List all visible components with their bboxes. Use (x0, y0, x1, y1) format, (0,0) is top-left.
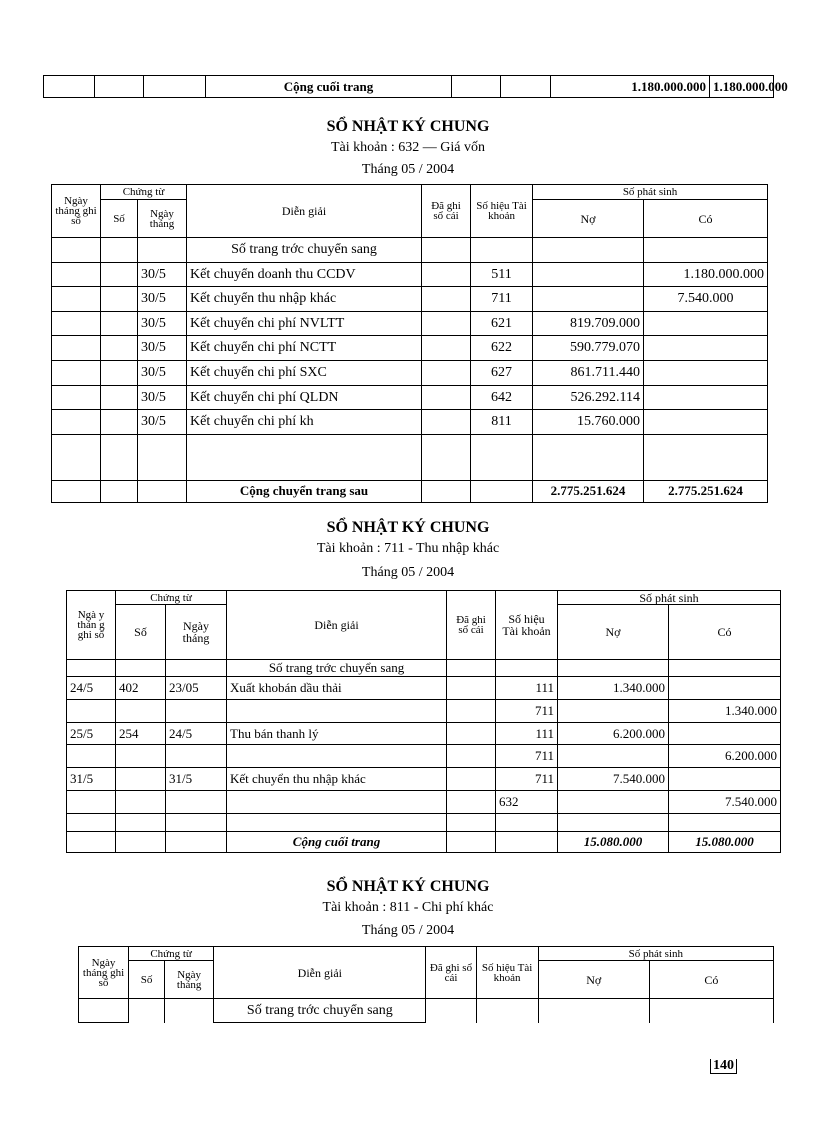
row-credit: 7.540.000 (669, 790, 781, 813)
table-row (67, 790, 781, 813)
header-posted: Đã ghi sổ cái (447, 591, 496, 660)
row-debit: 15.760.000 (533, 410, 644, 435)
row-date: 30/5 (138, 287, 187, 312)
table-row (52, 385, 768, 410)
header-description: Diễn giải (214, 947, 426, 999)
row-description: Kết chuyển doanh thu CCDV (187, 262, 422, 287)
journal2-month: Tháng 05 / 2004 (361, 565, 455, 580)
row-date: 25/5 (67, 722, 116, 745)
journal3-table (78, 946, 774, 1023)
header-posted: Đã ghi sổ cái (426, 947, 476, 999)
header-voucher-no: Số (101, 200, 138, 238)
row-voucher-no (116, 745, 166, 768)
header-amount: Số phát sinh (533, 185, 768, 200)
row-credit (669, 677, 781, 700)
row-account: 632 (496, 790, 558, 813)
journal1-total-row (52, 480, 768, 502)
header-posted: Đã ghi sổ cái (422, 185, 471, 238)
header-debit: Nợ (538, 961, 649, 999)
row-description: Kết chuyển thu nhập khác (187, 287, 422, 312)
cell (95, 76, 144, 98)
row-voucher-date: 31/5 (166, 768, 227, 791)
row-account: 642 (471, 385, 533, 410)
row-debit: 7.540.000 (558, 768, 669, 791)
row-description: Xuất khobán dầu thải (227, 677, 447, 700)
header-account-no: Số hiệu Tài khoản (496, 591, 558, 660)
row-account: 111 (496, 722, 558, 745)
journal2-total-row (67, 831, 781, 852)
journal2-account: Tài khoản : 711 - Thu nhập khác (316, 541, 500, 556)
cell (144, 76, 206, 98)
row-credit: 6.200.000 (669, 745, 781, 768)
row-voucher-date (166, 790, 227, 813)
cell (471, 238, 533, 263)
row-date (67, 790, 116, 813)
table-row (52, 287, 768, 312)
journal1-title: SỔ NHẬT KÝ CHUNG (326, 118, 490, 135)
journal2-carried-in: Số trang trớc chuyển sang (227, 660, 447, 677)
row-account: 621 (471, 311, 533, 336)
header-voucher-no: Số (129, 961, 165, 999)
header-date-recorded: Ngày tháng ghi sổ (52, 185, 101, 238)
header-debit: Nợ (558, 605, 669, 660)
header-debit: Nợ (533, 200, 644, 238)
header-amount: Số phát sinh (558, 591, 781, 605)
row-account: 811 (471, 410, 533, 435)
row-debit: 1.340.000 (558, 677, 669, 700)
top-total-table (43, 75, 788, 98)
table-row (67, 699, 781, 722)
journal2-total-credit: 15.080.000 (669, 831, 781, 852)
row-voucher-date: 23/05 (166, 677, 227, 700)
row-voucher-no (116, 790, 166, 813)
cell (44, 76, 95, 98)
table-row (67, 722, 781, 745)
header-voucher-date: Ngày tháng (138, 200, 187, 238)
row-date: 31/5 (67, 768, 116, 791)
journal1-month: Tháng 05 / 2004 (361, 162, 455, 177)
cell (533, 238, 644, 263)
journal1-carried-in: Số trang trớc chuyển sang (187, 238, 422, 263)
row-voucher-no (116, 699, 166, 722)
row-description (227, 790, 447, 813)
row-date: 30/5 (138, 410, 187, 435)
row-account: 622 (471, 336, 533, 361)
row-description: Thu bán thanh lý (227, 722, 447, 745)
journal1-total-debit: 2.775.251.624 (533, 480, 644, 502)
row-description: Kết chuyển thu nhập khác (227, 768, 447, 791)
row-date: 24/5 (67, 677, 116, 700)
cell (644, 238, 768, 263)
row-date: 30/5 (138, 311, 187, 336)
header-voucher: Chứng từ (129, 947, 214, 961)
row-account: 111 (496, 677, 558, 700)
table-row (52, 410, 768, 435)
row-debit (533, 287, 644, 312)
row-credit (644, 385, 768, 410)
row-voucher-no: 402 (116, 677, 166, 700)
table-row (52, 360, 768, 385)
row-credit: 1.180.000.000 (644, 262, 768, 287)
table-row (67, 677, 781, 700)
row-description (227, 699, 447, 722)
table-row (52, 336, 768, 361)
row-account: 711 (496, 699, 558, 722)
row-debit: 526.292.114 (533, 385, 644, 410)
cell (138, 238, 187, 263)
header-voucher: Chứng từ (116, 591, 227, 605)
top-total-label: Cộng cuối trang (206, 76, 452, 98)
row-voucher-date: 24/5 (166, 722, 227, 745)
row-description: Kết chuyển chi phí QLDN (187, 385, 422, 410)
header-voucher-date: Ngày tháng (165, 961, 214, 999)
row-credit (644, 360, 768, 385)
header-credit: Có (669, 605, 781, 660)
row-debit: 6.200.000 (558, 722, 669, 745)
header-amount: Số phát sinh (538, 947, 773, 961)
header-account-no: Số hiệu Tài khoản (471, 185, 533, 238)
row-credit: 1.340.000 (669, 699, 781, 722)
row-description: Kết chuyển chi phí SXC (187, 360, 422, 385)
row-account: 711 (496, 745, 558, 768)
row-date: 30/5 (138, 385, 187, 410)
row-date: 30/5 (138, 336, 187, 361)
header-credit: Có (649, 961, 773, 999)
row-date (67, 745, 116, 768)
journal1-total-credit: 2.775.251.624 (644, 480, 768, 502)
header-date-recorded: Ngà y thán g ghi sổ (67, 591, 116, 660)
row-account: 511 (471, 262, 533, 287)
row-description: Kết chuyển chi phí NVLTT (187, 311, 422, 336)
journal2-total-debit: 15.080.000 (558, 831, 669, 852)
header-voucher: Chứng từ (101, 185, 187, 200)
journal3-carried-in: Số trang trớc chuyển sang (214, 999, 426, 1023)
row-account: 711 (471, 287, 533, 312)
cell (52, 238, 101, 263)
journal2-total-label: Cộng cuối trang (227, 831, 447, 852)
cell (101, 238, 138, 263)
journal1-account: Tài khoản : 632 — Giá vốn (331, 140, 485, 155)
row-debit: 590.779.070 (533, 336, 644, 361)
row-description: Kết chuyển chi phí kh (187, 410, 422, 435)
row-credit (669, 722, 781, 745)
journal2-title: SỔ NHẬT KÝ CHUNG (326, 519, 490, 536)
row-credit: 7.540.000 (644, 287, 768, 312)
row-credit (644, 410, 768, 435)
row-description (227, 745, 447, 768)
row-debit: 819.709.000 (533, 311, 644, 336)
journal1-total-label: Cộng chuyển trang sau (187, 480, 422, 502)
cell (501, 76, 551, 98)
row-credit (644, 311, 768, 336)
top-total-credit: 1.180.000.000 (710, 76, 774, 98)
header-date-recorded: Ngày tháng ghi sổ (79, 947, 129, 999)
header-description: Diễn giải (227, 591, 447, 660)
table-row (67, 768, 781, 791)
header-voucher-no: Số (116, 605, 166, 660)
row-date: 30/5 (138, 262, 187, 287)
journal3-month: Tháng 05 / 2004 (361, 923, 455, 938)
table-row (67, 745, 781, 768)
row-description: Kết chuyển chi phí NCTT (187, 336, 422, 361)
cell (452, 76, 501, 98)
header-account-no: Số hiệu Tài khoản (476, 947, 538, 999)
journal2-table (66, 590, 781, 853)
header-credit: Có (644, 200, 768, 238)
table-row (52, 262, 768, 287)
header-voucher-date: Ngày tháng (166, 605, 227, 660)
top-total-debit: 1.180.000.000 (551, 76, 710, 98)
row-voucher-no (116, 768, 166, 791)
header-description: Diễn giải (187, 185, 422, 238)
row-account: 627 (471, 360, 533, 385)
page-number: 140 (710, 1059, 737, 1074)
row-debit (558, 699, 669, 722)
table-row (52, 311, 768, 336)
journal1-table (51, 184, 768, 503)
row-voucher-date (166, 745, 227, 768)
row-debit (533, 262, 644, 287)
row-voucher-date (166, 699, 227, 722)
cell (422, 238, 471, 263)
row-debit (558, 790, 669, 813)
row-debit: 861.711.440 (533, 360, 644, 385)
row-date: 30/5 (138, 360, 187, 385)
journal3-title: SỔ NHẬT KÝ CHUNG (326, 878, 490, 895)
row-voucher-no: 254 (116, 722, 166, 745)
row-account: 711 (496, 768, 558, 791)
row-credit (644, 336, 768, 361)
journal3-account: Tài khoản : 811 - Chi phí khác (322, 900, 494, 915)
row-credit (669, 768, 781, 791)
row-debit (558, 745, 669, 768)
row-date (67, 699, 116, 722)
